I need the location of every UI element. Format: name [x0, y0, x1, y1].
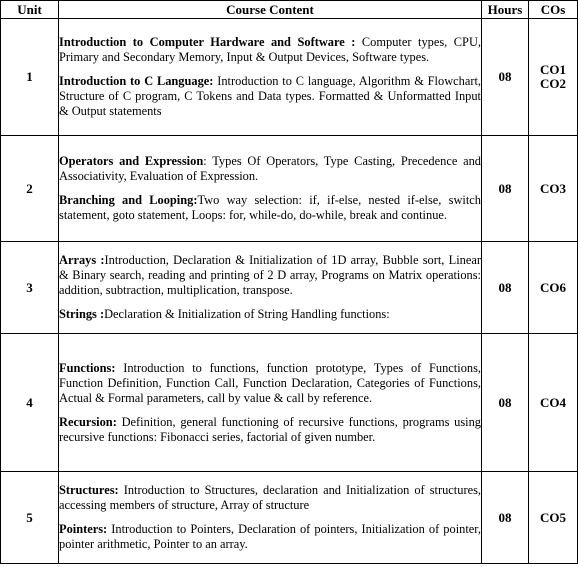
content-section: [59, 361, 481, 406]
topic-text: Computer types, CPU, Primary and Secondary Memory, Input & Output Devices, Software types.: [59, 35, 481, 64]
co-label: CO1: [540, 62, 566, 77]
topic-title: Functions:: [59, 360, 116, 375]
topic-text: Definition, general functioning of recursive functions, programs using recursive functions: Fibonacci series, factorial of given number.: [59, 414, 481, 444]
co-label: CO4: [540, 394, 566, 410]
content-section: [59, 193, 481, 223]
table-row: [1, 334, 578, 472]
unit-number: 4: [1, 334, 59, 472]
header-row: [1, 1, 578, 19]
hours-value: 08: [482, 136, 529, 242]
topic-title: Strings :: [59, 307, 105, 321]
topic-text: Introduction to Structures, declaration and Initialization of structures, accessing members of structure, Array of structure: [59, 483, 481, 512]
content-section: [59, 35, 481, 65]
hours-value: 08: [482, 334, 529, 472]
course-content-cell: [59, 136, 482, 242]
topic-title: Structures:: [59, 483, 119, 497]
course-content-cell: [59, 19, 482, 136]
course-content-cell: [59, 334, 482, 472]
course-content-cell: [59, 472, 482, 564]
hours-value: 08: [482, 19, 529, 136]
table-row: [1, 19, 578, 136]
topic-text: Declaration & Initialization of String Handling functions:: [104, 307, 390, 321]
content-section: [59, 415, 481, 445]
content-section: [59, 483, 481, 513]
table-row: [1, 472, 578, 564]
hours-value: 08: [482, 472, 529, 564]
topic-text: Introduction, Declaration & Initialization of 1D array, Bubble sort, Linear & Binary search, reading and printing of 2 D array, Programs on Matrix operations: addition, subtraction, multiplication, transpose.: [59, 253, 481, 297]
unit-number: 5: [1, 472, 59, 564]
unit-number: 1: [1, 19, 59, 136]
cos-cell: [529, 19, 578, 136]
unit-number: 3: [1, 242, 59, 334]
co-label: CO5: [540, 509, 566, 525]
content-section: [59, 253, 481, 298]
hours-value: 08: [482, 242, 529, 334]
cos-cell: [529, 334, 578, 472]
topic-title: Pointers:: [59, 522, 108, 536]
topic-title: Introduction to Computer Hardware and Software :: [59, 35, 356, 49]
unit-number: 2: [1, 136, 59, 242]
table-row: [1, 242, 578, 334]
cos-cell: [529, 242, 578, 334]
content-section: [59, 154, 481, 184]
topic-text: : Types Of Operators, Type Casting, Precedence and Associativity, Evaluation of Expression.: [59, 154, 481, 183]
topic-title: Arrays :: [59, 253, 105, 267]
header-hours: Hours: [482, 1, 529, 19]
topic-text: Introduction to Pointers, Declaration of pointers, Initialization of pointer, pointer arithmetic, Pointer to an array.: [59, 522, 481, 551]
header-cos: COs: [529, 1, 578, 19]
content-section: [59, 307, 481, 322]
topic-text: Two way selection: if, if-else, nested if-else, switch statement, goto statement, Loops: for, while-do, do-while, break and continue.: [59, 193, 481, 222]
topic-text: Introduction to C language, Algorithm & Flowchart, Structure of C program, C Tokens and Data types. Formatted & Unformatted Input & Output statements: [59, 74, 482, 118]
content-section: [59, 522, 481, 552]
topic-title: Introduction to C Language:: [59, 74, 214, 88]
header-unit: Unit: [1, 1, 59, 19]
table-row: [1, 136, 578, 242]
header-course-content: Course Content: [59, 1, 482, 19]
content-section: [59, 74, 481, 119]
co-label: CO2: [540, 76, 566, 91]
topic-title: Recursion:: [59, 414, 117, 429]
cos-cell: [529, 472, 578, 564]
topic-text: Introduction to functions, function prototype, Types of Functions, Function Definition, Function Call, Function Declaration, Categories of Functions, Actual & Formal parameters, call by value & call by reference.: [59, 360, 481, 405]
cos-cell: [529, 136, 578, 242]
topic-title: Branching and Looping:: [59, 193, 198, 207]
co-label: CO3: [540, 180, 566, 196]
course-content-cell: [59, 242, 482, 334]
co-label: CO6: [540, 279, 566, 295]
topic-title: Operators and Expression: [59, 154, 204, 168]
